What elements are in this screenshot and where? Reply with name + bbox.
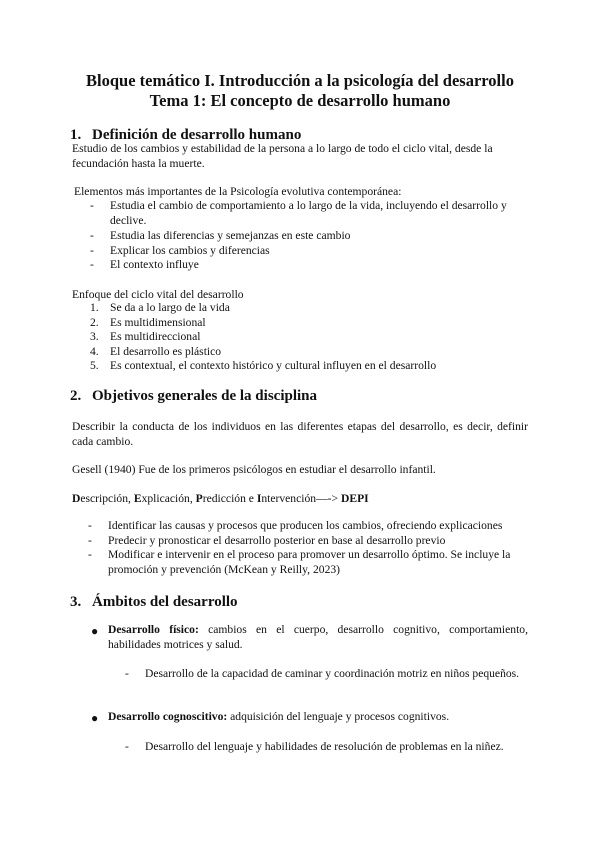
bullet-item-cognitive: ● Desarrollo cognoscitivo: adquisición del lenguaje y procesos cognitivos. [91,710,450,725]
section-number: 3. [70,594,82,610]
list-item: - Estudia el cambio de comportamiento a lo largo de la vida, incluyendo el desarrollo y declive. [90,199,507,227]
section-number: 2. [70,388,82,404]
page-subtitle: Tema 1: El concepto de desarrollo humano [149,91,451,110]
list-item: 1. Se da a lo largo de la vida [90,301,230,314]
list-item: - Identificar las causas y procesos que producen los cambios, ofreciendo explicaciones [88,519,503,532]
section-title: Objetivos generales de la disciplina [92,388,317,404]
list-item: - Estudia las diferencias y semejanzas en este cambio [90,229,351,242]
dash-marker: - [90,258,94,271]
dash-marker: - [90,244,94,257]
elements-intro: Elementos más importantes de la Psicología evolutiva contemporánea: [74,185,402,198]
describe-paragraph: Describir la conducta de los individuos en las diferentes etapas del desarrollo, es decir, definir cada cambio. [72,420,528,448]
list-item: 5. Es contextual, el contexto histórico y cultural influyen en el desarrollo [90,359,437,372]
section-heading-2 [70,387,317,405]
gesell-paragraph: Gesell (1940) Fue de los primeros psicólogos en estudiar el desarrollo infantil. [72,463,436,476]
lifecycle-intro: Enfoque del ciclo vital del desarrollo [72,288,244,301]
section-title: Definición de desarrollo humano [92,127,302,143]
sub-item-cognitive: - Desarrollo del lenguaje y habilidades de resolución de problemas en la niñez. [125,740,504,753]
dash-marker: - [88,548,92,561]
section-title: Ámbitos del desarrollo [92,594,238,610]
section-heading-3 [70,593,238,611]
cognitive-label: Desarrollo cognoscitivo: [108,710,228,723]
list-item: 3. Es multidireccional [90,330,201,343]
list-item: 2. Es multidimensional [90,316,206,329]
list-item: - Predecir y pronosticar el desarrollo posterior en base al desarrollo previo [88,534,446,547]
bullet-marker: ● [91,711,99,725]
dash-marker: - [90,199,94,212]
list-item: 4. El desarrollo es plástico [90,345,222,358]
depi-line: Descripción, Explicación, Predicción e Intervención—-> DEPI [72,492,369,505]
definition-line-1: Estudio de los cambios y estabilidad de la persona a lo largo de todo el ciclo vital, desde la [72,142,493,155]
list-item: - El contexto influye [90,258,199,271]
list-item: - Modificar e intervenir en el proceso para promover un desarrollo óptimo. Se incluye la promoción y prevención (McKean y Reilly, 2023) [88,548,511,576]
depi-acronym: DEPI [340,492,369,505]
dash-marker: - [90,229,94,242]
bullet-marker: ● [91,624,99,638]
section-number: 1. [70,127,82,143]
page-title: Bloque temático I. Introducción a la psicología del desarrollo [86,71,514,90]
dash-marker: - [88,534,92,547]
definition-line-2: fecundación hasta la muerte. [72,157,205,170]
list-item: - Explicar los cambios y diferencias [90,244,270,257]
dash-marker: - [125,740,129,753]
physical-label: Desarrollo físico: [108,623,199,636]
dash-marker: - [88,519,92,532]
dash-marker: - [125,667,129,680]
sub-item-physical: - Desarrollo de la capacidad de caminar y coordinación motriz en niños pequeños. [125,667,520,680]
bullet-item-physical: ● Desarrollo físico: cambios en el cuerpo, desarrollo cognitivo, comportamiento, habilidades motrices y salud. [91,623,528,651]
